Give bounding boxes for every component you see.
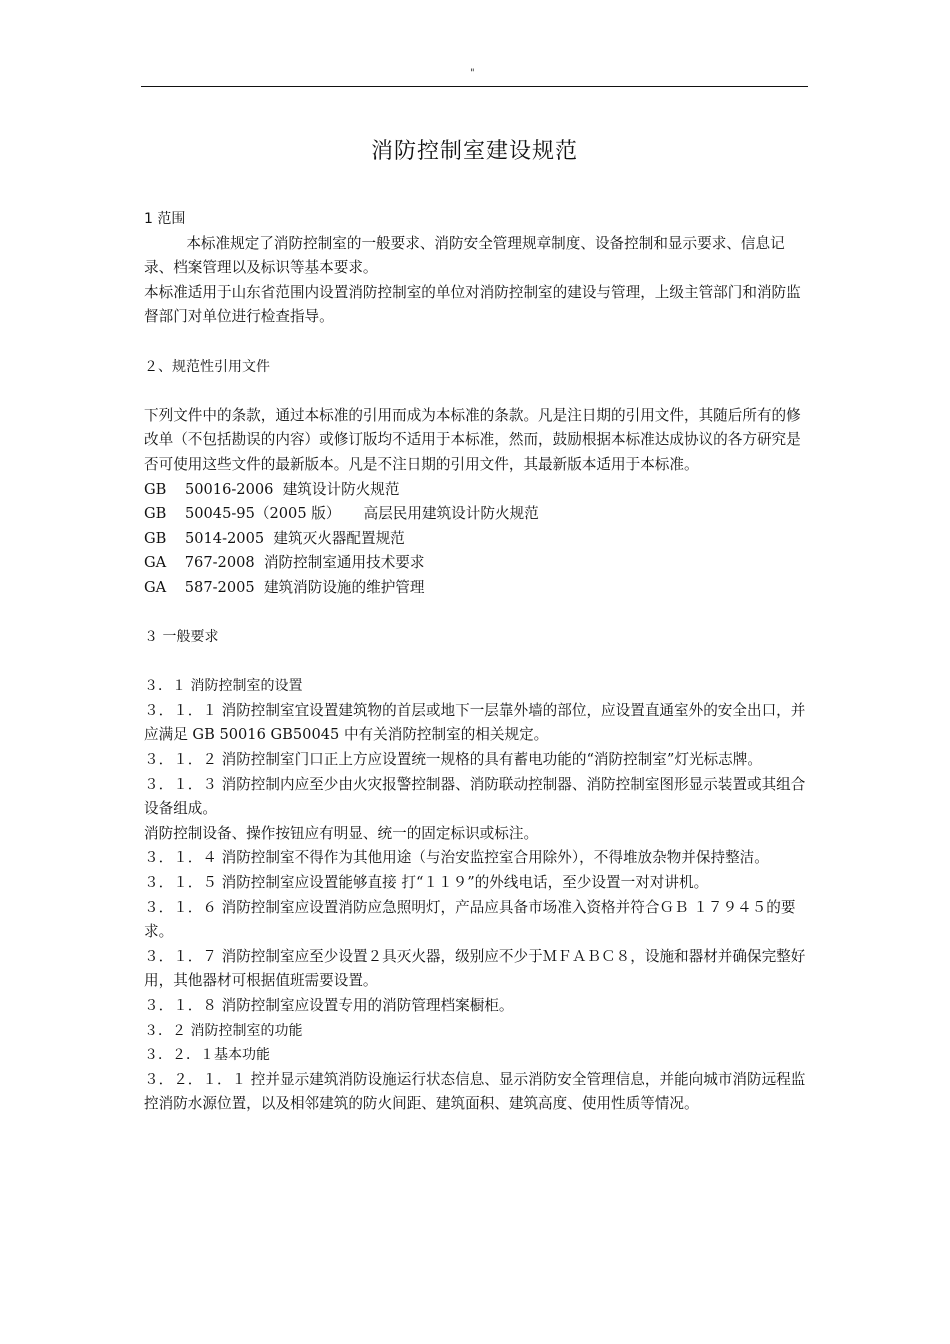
section-1-paragraph-2: 本标准适用于山东省范围内设置消防控制室的单位对消防控制室的建设与管理，上级主管部门和消防监督部门对单位进行检查指导。 xyxy=(144,283,801,326)
subsection-3-2-1-heading: ３．２．１基本功能 xyxy=(144,1047,270,1064)
clause-3-1-5: ３．１．５ 消防控制室应设置能够直接 打“１１９”的外线电话，至少设置一对对讲机。 xyxy=(144,874,709,892)
clause-3-1-4: ３．１．４ 消防控制室不得作为其他用途（与治安监控室合用除外），不得堆放杂物并保持整洁。 xyxy=(144,849,769,867)
clause-3-1-3: ３．１．３ 消防控制内应至少由火灾报警控制器、消防联动控制器、消防控制室图形显示装置或其组合设备组成。 xyxy=(144,775,806,818)
reference-item: GB 50016-2006 建筑设计防火规范 xyxy=(144,480,400,498)
clause-3-1-2: ３．１．２ 消防控制室门口正上方应设置统一规格的具有蓄电功能的“消防控制室”灯光标志牌。 xyxy=(144,751,762,769)
document-title: 消防控制室建设规范 xyxy=(370,139,578,164)
reference-item: GB 5014-2005 建筑灭火器配置规范 xyxy=(144,529,405,547)
clause-3-2-1-1: ３．２．１．１ 控并显示建筑消防设施运行状态信息、显示消防安全管理信息，并能向城市消防远程监控消防水源位置，以及相邻建筑的防火间距、建筑面积、建筑高度、使用性质等情况。 xyxy=(144,1070,806,1113)
subsection-3-2-heading: ３．２ 消防控制室的功能 xyxy=(144,1022,303,1039)
section-1-paragraph-1: 本标准规定了消防控制室的一般要求、消防安全管理规章制度、设备控制和显示要求、信息记录、档案管理以及标识等基本要求。 xyxy=(144,234,785,277)
section-2-paragraph-1: 下列文件中的条款，通过本标准的引用而成为本标准的条款。凡是注日期的引用文件，其随后所有的修改单（不包括勘误的内容）或修订版均不适用于本标准，然而，鼓励根据本标准达成协议的各方研究是否可使用这些文件的最新版本。凡是不注日期的引用文件，其最新版本适用于本标准。 xyxy=(144,406,801,473)
subsection-3-1-heading: ３．１ 消防控制室的设置 xyxy=(144,678,303,695)
section-2-heading: ２、规范性引用文件 xyxy=(144,358,270,375)
header-rule xyxy=(141,86,808,87)
reference-item: GA 767-2008 消防控制室通用技术要求 xyxy=(144,554,425,572)
header-mark: " xyxy=(470,68,475,79)
clause-3-1-1: ３．１．１ 消防控制室宜设置建筑物的首层或地下一层靠外墙的部位，应设置直通室外的安全出口，并应满足 GB 50016 GB50045 中有关消防控制室的相关规定。 xyxy=(144,701,806,744)
clause-3-1-6: ３．１．６ 消防控制室应设置消防应急照明灯，产品应具备市场准入资格并符合ＧＢ １７９４５的要求。 xyxy=(144,898,796,941)
reference-item: GA 587-2005 建筑消防设施的维护管理 xyxy=(144,578,425,596)
reference-item: GB 50045-95（2005 版） 高层民用建筑设计防火规范 xyxy=(144,505,539,523)
clause-3-1-3-note: 消防控制设备、操作按钮应有明显、统一的固定标识或标注。 xyxy=(144,824,539,842)
section-3-heading: ３ 一般要求 xyxy=(144,629,219,646)
section-1-heading: 1 范围 xyxy=(144,211,186,227)
clause-3-1-7: ３．１．７ 消防控制室应至少设置２具灭火器，级别应不少于ＭＦＡＢＣ８，设施和器材并确保完整好用，其他器材可根据值班需要设置。 xyxy=(144,947,806,990)
clause-3-1-8: ３．１．８ 消防控制室应设置专用的消防管理档案橱柜。 xyxy=(144,997,514,1014)
document-body xyxy=(144,207,812,1117)
